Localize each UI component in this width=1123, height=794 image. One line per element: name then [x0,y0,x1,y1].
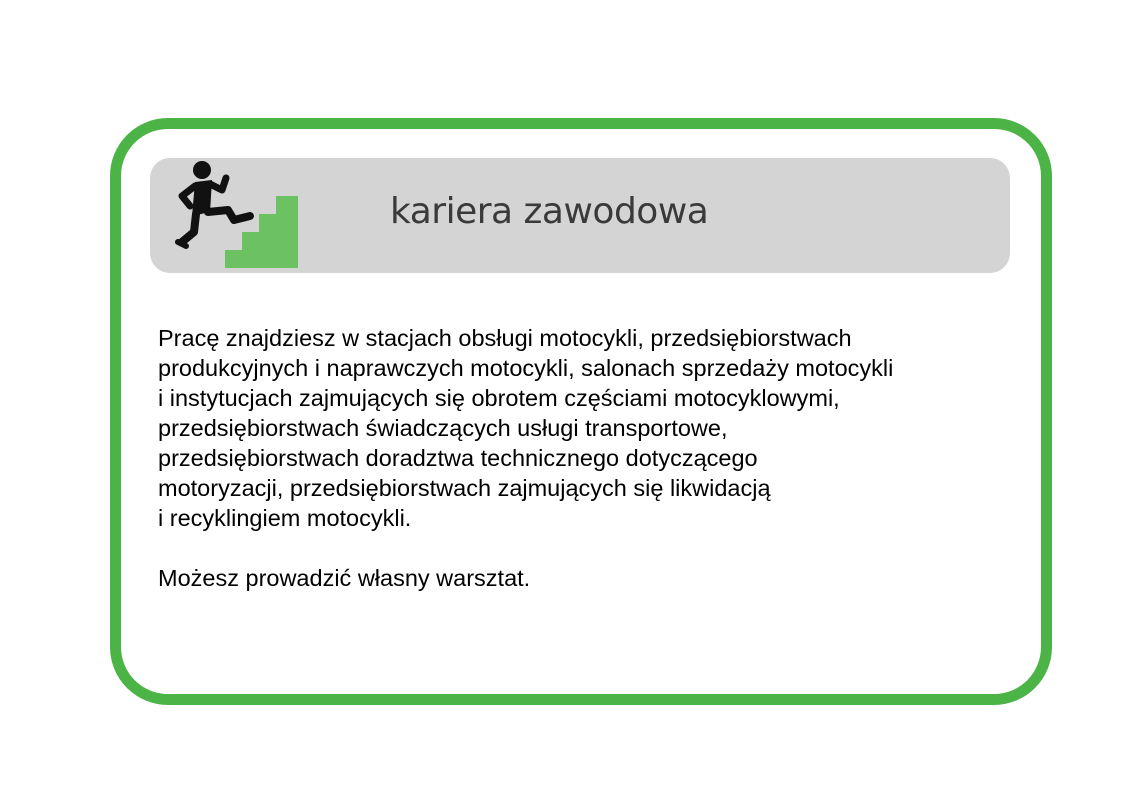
paragraph-line: i recyklingiem motocykli. [158,505,412,531]
paragraph-line: motoryzacji, przedsiębiorstwach zajmujących się likwidacją [158,475,771,501]
paragraph-line: i instytucjach zajmujących się obrotem częściami motocyklowymi, [158,385,840,411]
paragraph-line: produkcyjnych i naprawczych motocykli, salonach sprzedaży motocykli [158,355,894,381]
own-workshop-text: Możesz prowadzić własny warsztat. [158,565,531,591]
running-up-stairs-icon [170,160,305,272]
header-title: kariera zawodowa [390,191,709,232]
paragraph-line: Pracę znajdziesz w stacjach obsługi motocykli, przedsiębiorstwach [158,325,852,351]
career-description [158,323,1018,593]
paragraph-line: przedsiębiorstwach doradztwa technicznego dotyczącego [158,445,758,471]
paragraph-line: przedsiębiorstwach świadczących usługi transportowe, [158,415,728,441]
